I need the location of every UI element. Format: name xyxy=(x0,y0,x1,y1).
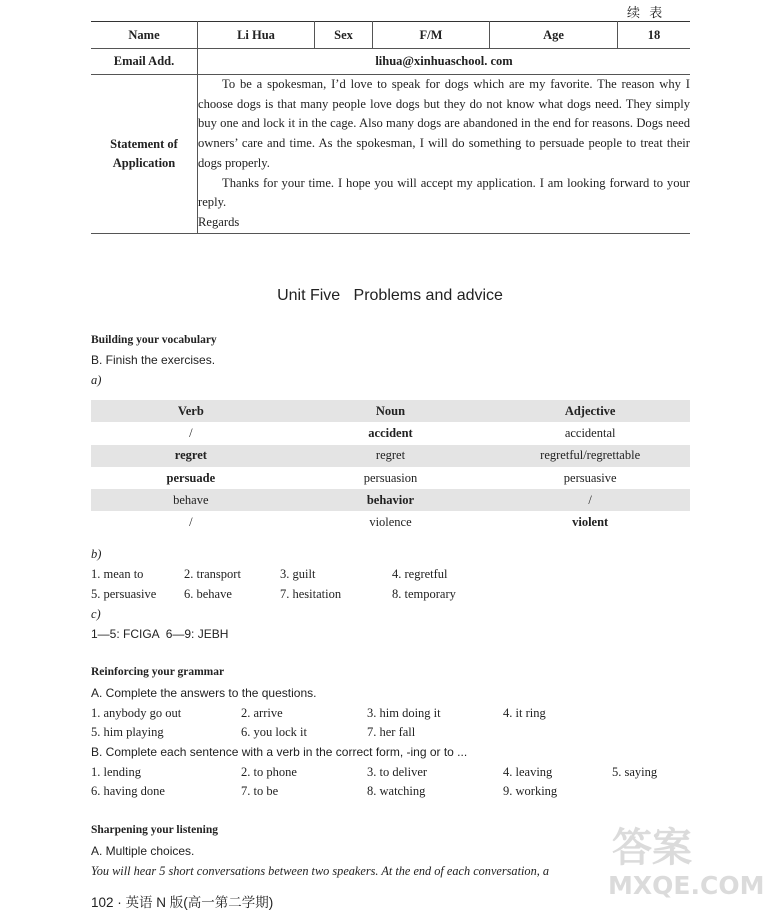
table-row xyxy=(91,445,690,467)
part-a-label: a) xyxy=(91,373,102,387)
email-value: lihua@xinhuaschool. com xyxy=(198,49,691,75)
table-cell: behavior xyxy=(291,489,491,511)
statement-paragraph-1: To be a spokesman, I’d love to speak for dogs which are my favorite. The reason why I choose dogs is that many people love dogs but they do not know what dogs need. They simply buy one and lock it in the cage. Also many dogs are abandoned in the end for reasons. Dogs need owners’ care and time. As the spokesman, I will do something to persuade people to treat their dogs properly. xyxy=(198,77,690,170)
answer-item: 8. temporary xyxy=(392,587,456,601)
answer-item: 5. saying xyxy=(612,765,658,779)
answer-item: 1. lending xyxy=(91,765,141,779)
unit-title: Unit Five Problems and advice xyxy=(277,287,503,304)
table-cell: persuasion xyxy=(363,470,418,485)
answer-item: 4. leaving xyxy=(503,765,553,779)
table-cell: accident xyxy=(368,425,413,440)
answer-item: 1. anybody go out xyxy=(91,706,182,720)
table-cell: violent xyxy=(572,515,609,530)
grammar-instruction-b: B. Complete each sentence with a verb in the correct form, -ing or to ... xyxy=(91,745,468,759)
table-cell: regretful/regrettable xyxy=(490,445,690,467)
answer-item: 1. mean to xyxy=(91,567,144,581)
table-cell: / xyxy=(189,515,193,530)
name-value: Li Hua xyxy=(198,22,315,49)
listening-heading: Sharpening your listening xyxy=(91,824,218,836)
answer-item: 2. transport xyxy=(184,567,241,581)
answer-item: 8. watching xyxy=(367,784,426,798)
table-row xyxy=(91,489,690,511)
table-row xyxy=(91,511,690,533)
answer-item: 6. having done xyxy=(91,784,165,798)
answer-item: 4. it ring xyxy=(503,706,546,720)
answer-item: 6. you lock it xyxy=(241,725,307,739)
vocab-header-noun: Noun xyxy=(291,400,491,422)
vocab-header-row xyxy=(91,400,690,422)
statement-label: Statement of Application xyxy=(91,75,198,234)
listening-instruction: A. Multiple choices. xyxy=(91,844,195,858)
watermark-logo: 答案 xyxy=(612,825,692,871)
table-cell: persuade xyxy=(166,470,216,485)
vocab-header-verb: Verb xyxy=(91,400,291,422)
table-cell: / xyxy=(490,489,690,511)
answer-item: 3. guilt xyxy=(280,567,316,581)
answer-item: 6. behave xyxy=(184,587,232,601)
watermark-site: MXQE.COM xyxy=(608,871,765,900)
grammar-heading: Reinforcing your grammar xyxy=(91,666,225,678)
sex-value: F/M xyxy=(373,22,490,49)
vocab-instruction: B. Finish the exercises. xyxy=(91,353,216,367)
table-cell: regret xyxy=(291,445,491,467)
answer-item: 5. him playing xyxy=(91,725,164,739)
table-cell: accidental xyxy=(564,425,616,440)
continued-label: 续 表 xyxy=(627,5,666,20)
grammar-instruction-a: A. Complete the answers to the questions. xyxy=(91,686,317,700)
answer-item: 7. to be xyxy=(241,784,279,798)
table-cell: / xyxy=(189,425,193,440)
part-c-label: c) xyxy=(91,607,101,621)
vocab-table xyxy=(91,400,690,534)
table-row xyxy=(91,422,690,444)
answer-item: 2. to phone xyxy=(241,765,297,779)
email-label: Email Add. xyxy=(91,49,198,75)
answer-item: 7. hesitation xyxy=(280,587,342,601)
answer-item: 9. working xyxy=(503,784,558,798)
statement-body xyxy=(198,75,691,234)
statement-closing: Regards xyxy=(198,214,240,229)
listening-prompt: You will hear 5 short conversations between two speakers. At the end of each conversation, a xyxy=(91,864,550,878)
table-cell: behave xyxy=(91,489,291,511)
table-row xyxy=(91,467,690,489)
answer-item: 5. persuasive xyxy=(91,587,157,601)
table-cell: regret xyxy=(91,445,291,467)
vocab-header-adjective: Adjective xyxy=(490,400,690,422)
name-label: Name xyxy=(91,22,198,49)
part-c-answer: 1—5: FCIGA 6—9: JEBH xyxy=(91,627,229,641)
answer-item: 2. arrive xyxy=(241,706,283,720)
page-footer: 102 · 英语 N 版(高一第二学期) xyxy=(91,895,274,910)
statement-paragraph-2: Thanks for your time. I hope you will accept my application. I am looking forward to your reply. xyxy=(198,175,690,210)
answer-item: 7. her fall xyxy=(367,725,416,739)
table-cell: persuasive xyxy=(563,470,617,485)
age-label: Age xyxy=(490,22,618,49)
age-value: 18 xyxy=(618,22,691,49)
answer-item: 3. to deliver xyxy=(367,765,428,779)
sex-label: Sex xyxy=(315,22,373,49)
part-b-label: b) xyxy=(91,547,102,561)
vocab-heading: Building your vocabulary xyxy=(91,334,217,346)
table-cell: violence xyxy=(369,515,412,530)
answer-item: 4. regretful xyxy=(392,567,448,581)
application-form xyxy=(91,21,690,234)
answer-item: 3. him doing it xyxy=(367,706,441,720)
